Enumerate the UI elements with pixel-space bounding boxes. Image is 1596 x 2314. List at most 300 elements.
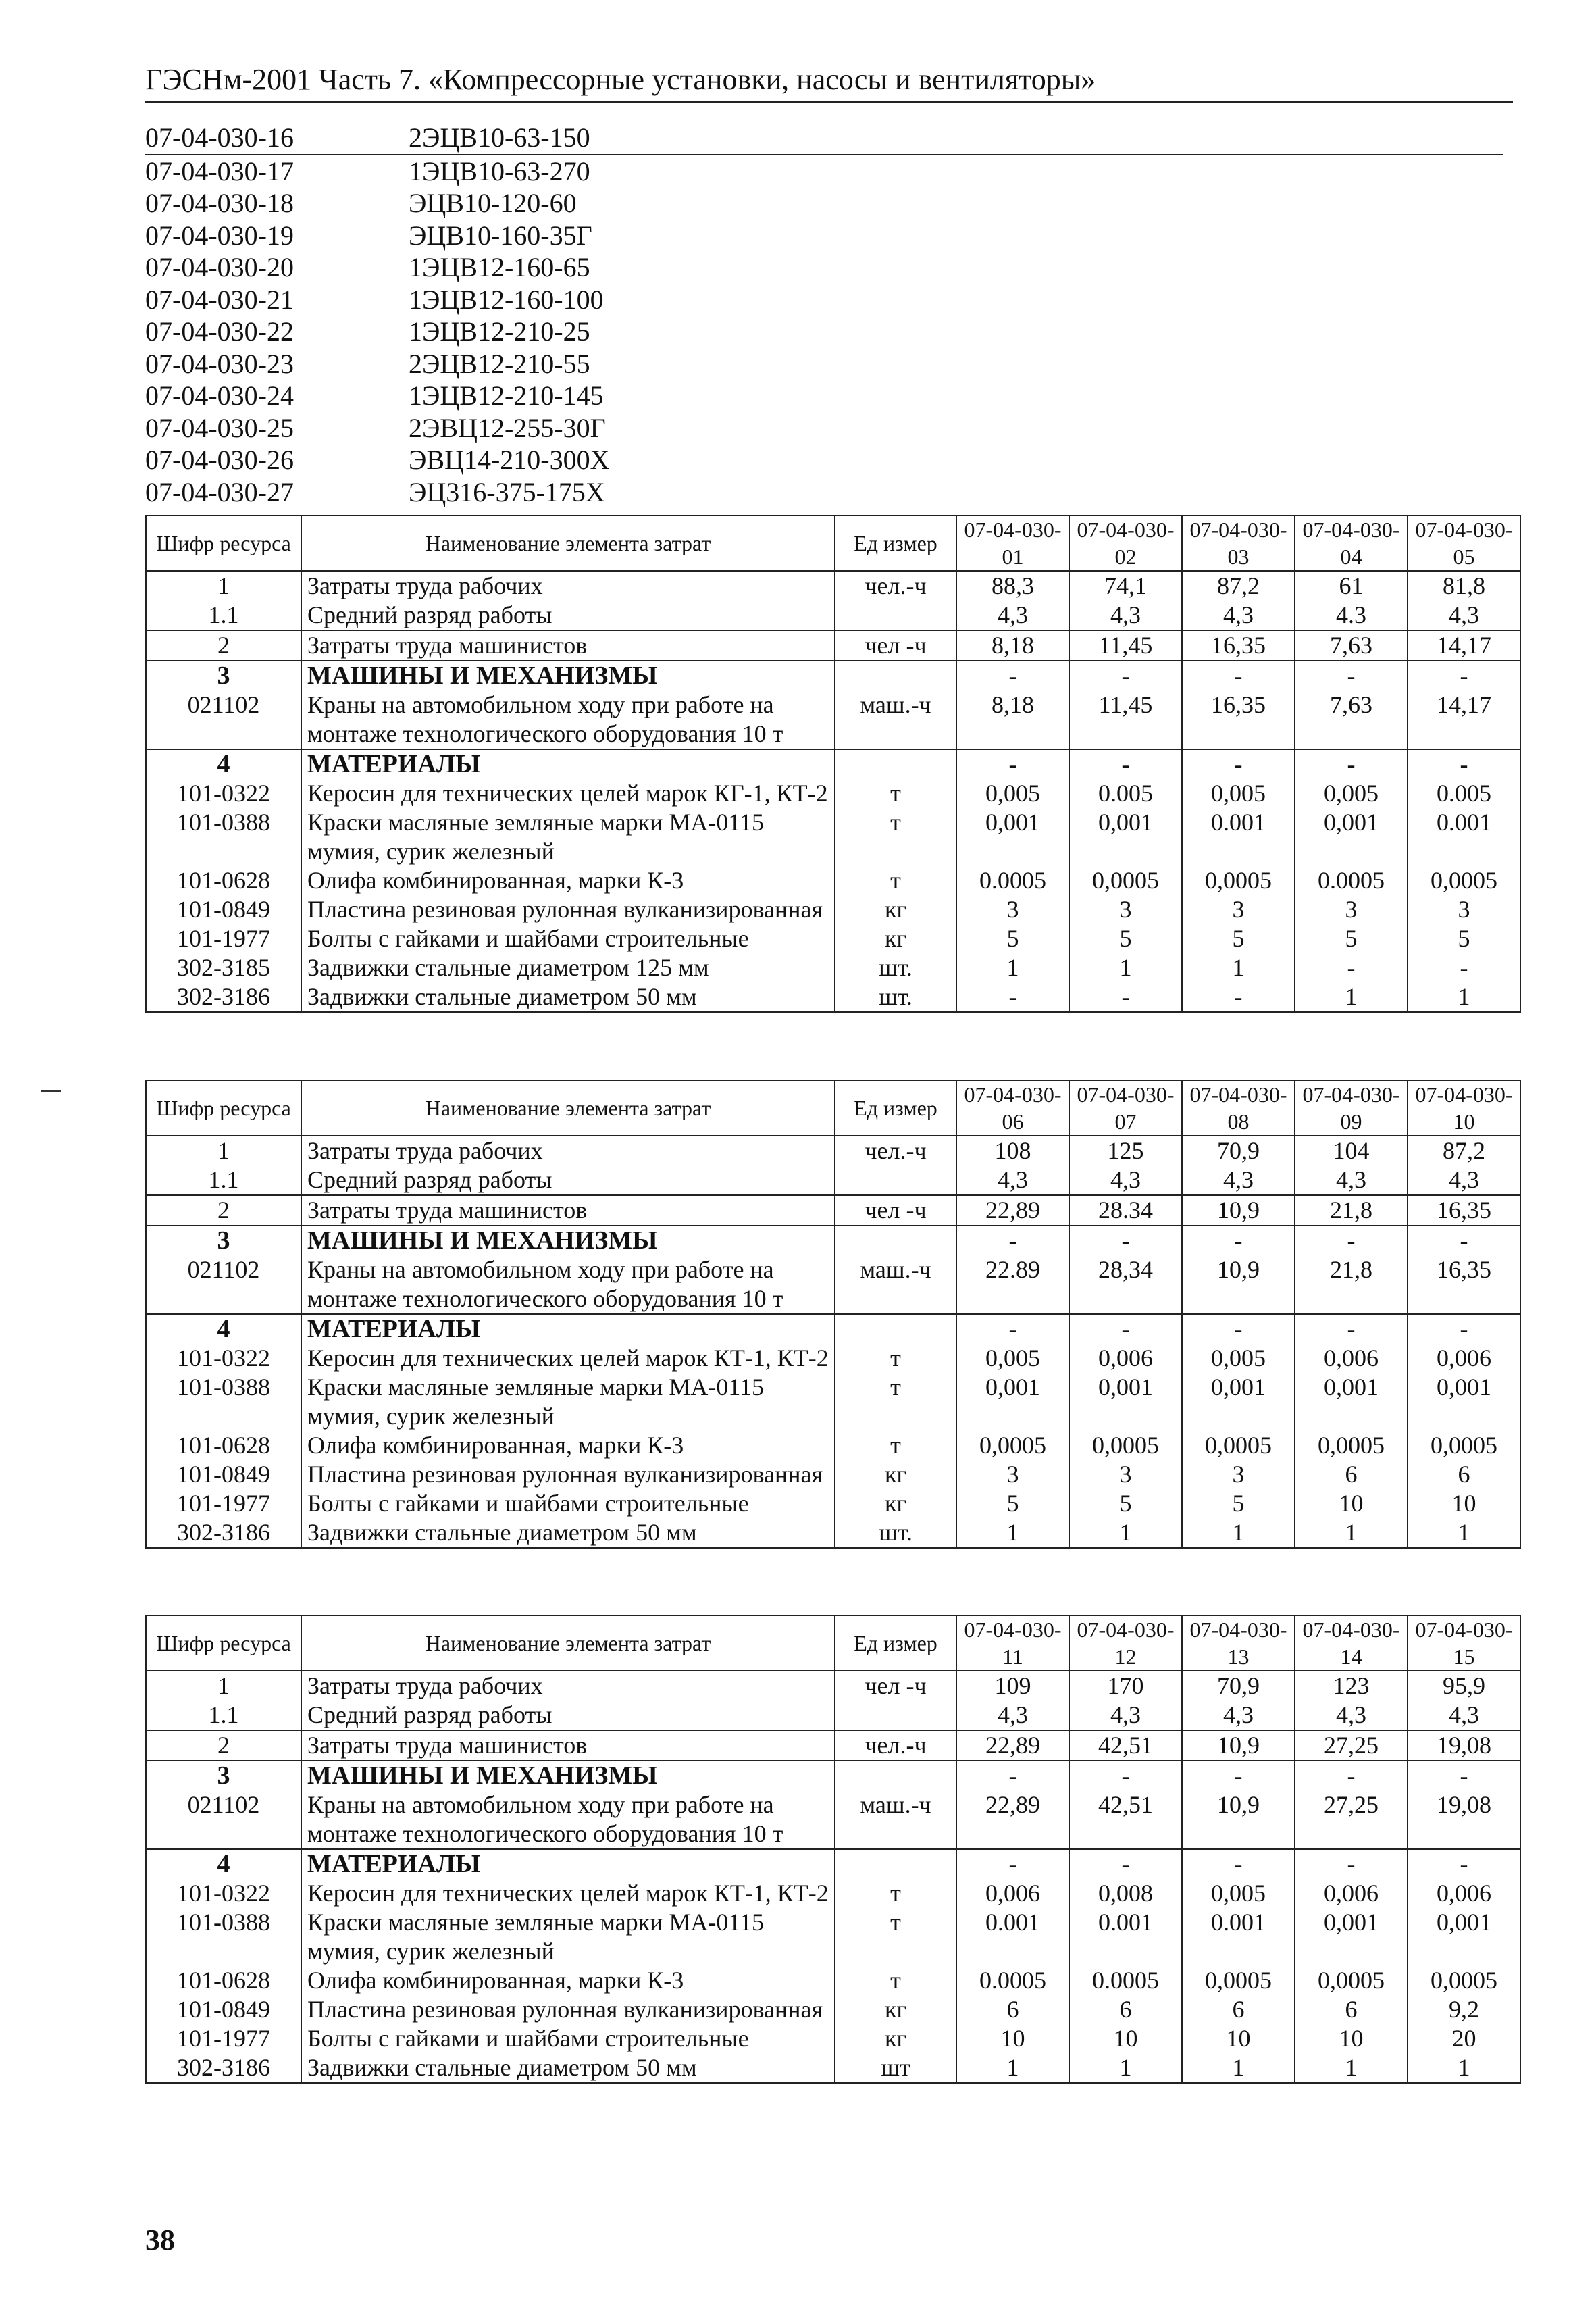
row-name: Задвижки стальные диаметром 50 мм <box>301 982 835 1012</box>
row-value: 4,3 <box>956 1165 1069 1195</box>
header-name: Наименование элемента затрат <box>301 1615 835 1671</box>
row-value: - <box>1295 1314 1408 1344</box>
row-value: - <box>1408 1761 1520 1790</box>
row-value: 42,51 <box>1069 1790 1182 1849</box>
row-value: 9,2 <box>1408 1995 1520 2024</box>
row-value: 1 <box>1295 982 1408 1012</box>
index-model: ЭЦВ10-160-35Г <box>409 220 592 251</box>
row-name: Олифа комбинированная, марки К-3 <box>301 1966 835 1995</box>
row-unit: кг <box>835 895 956 924</box>
row-value: 1 <box>1295 1518 1408 1548</box>
row-value: 5 <box>1295 924 1408 953</box>
index-code: 07-04-030-26 <box>145 445 294 475</box>
index-model: ЭЦВ10-120-60 <box>409 188 577 218</box>
row-value: 8,18 <box>956 690 1069 749</box>
row-unit: т <box>835 779 956 808</box>
row-code: 101-1977 <box>146 1489 301 1518</box>
row-value: 0,0005 <box>1295 1431 1408 1460</box>
index-code: 07-04-030-25 <box>145 412 294 443</box>
row-value: 4,3 <box>1069 601 1182 630</box>
row-value: 22.89 <box>956 1255 1069 1314</box>
index-code: 07-04-030-19 <box>145 220 294 251</box>
row-unit <box>835 1849 956 1879</box>
row-value: 0.0005 <box>956 1966 1069 1995</box>
row-code: 021102 <box>146 690 301 749</box>
row-name: Краны на автомобильном ходу при работе на монтаже технологического оборудования 10 т <box>301 1790 835 1849</box>
row-value: 5 <box>956 1489 1069 1518</box>
row-value: - <box>1182 1849 1295 1879</box>
table-row <box>146 1255 1520 1314</box>
row-unit: т <box>835 866 956 895</box>
row-value: 0,001 <box>1408 1373 1520 1431</box>
row-value: 0.005 <box>1069 779 1182 808</box>
row-code: 1.1 <box>146 601 301 630</box>
row-code: 1 <box>146 571 301 601</box>
table-row <box>146 982 1520 1012</box>
row-value: 14,17 <box>1408 690 1520 749</box>
row-unit: шт <box>835 2053 956 2083</box>
row-value: 20 <box>1408 2024 1520 2053</box>
header-name: Наименование элемента затрат <box>301 515 835 571</box>
row-value: 3 <box>1069 1460 1182 1489</box>
row-value: - <box>1408 1226 1520 1255</box>
table-row <box>146 779 1520 808</box>
row-value: 10 <box>956 2024 1069 2053</box>
row-value: - <box>1069 1761 1182 1790</box>
row-value: 10,9 <box>1182 1730 1295 1761</box>
row-value: - <box>956 982 1069 1012</box>
row-value: 0,006 <box>956 1879 1069 1908</box>
table-row <box>146 1966 1520 1995</box>
row-unit: шт. <box>835 982 956 1012</box>
row-value: 16,35 <box>1182 630 1295 661</box>
row-code: 101-1977 <box>146 924 301 953</box>
row-value: - <box>1408 953 1520 982</box>
table-row <box>146 866 1520 895</box>
code-model-index <box>145 122 1503 508</box>
row-name: Краны на автомобильном ходу при работе на монтаже технологического оборудования 10 т <box>301 1255 835 1314</box>
row-unit: кг <box>835 1489 956 1518</box>
row-unit: т <box>835 1879 956 1908</box>
row-value: - <box>956 1226 1069 1255</box>
index-model: 1ЭЦВ12-160-100 <box>409 284 604 315</box>
row-unit <box>835 1761 956 1790</box>
table-row <box>146 1761 1520 1790</box>
row-name: Задвижки стальные диаметром 125 мм <box>301 953 835 982</box>
table-row <box>146 749 1520 779</box>
table-row <box>146 1136 1520 1165</box>
row-value: 4,3 <box>1069 1165 1182 1195</box>
row-value: - <box>1408 1314 1520 1344</box>
row-code: 302-3186 <box>146 982 301 1012</box>
row-name: Краски масляные земляные марки МА-0115 мумия, сурик железный <box>301 1373 835 1431</box>
row-value: 0,001 <box>1408 1908 1520 1966</box>
row-value: 22,89 <box>956 1730 1069 1761</box>
row-value: 0,008 <box>1069 1879 1182 1908</box>
row-value: 0,0005 <box>1408 866 1520 895</box>
header-norm-code: 07-04-030-15 <box>1408 1615 1520 1671</box>
row-value: - <box>956 661 1069 690</box>
row-value: 0.001 <box>1182 1908 1295 1966</box>
row-value: 123 <box>1295 1671 1408 1701</box>
row-code: 1 <box>146 1136 301 1165</box>
row-value: 16,35 <box>1182 690 1295 749</box>
row-name: МАТЕРИАЛЫ <box>301 1314 835 1344</box>
row-code: 101-0628 <box>146 866 301 895</box>
row-value: 10,9 <box>1182 1255 1295 1314</box>
table-row <box>146 1460 1520 1489</box>
row-value: 3 <box>1295 895 1408 924</box>
row-unit: маш.-ч <box>835 1790 956 1849</box>
index-code: 07-04-030-18 <box>145 188 294 218</box>
row-unit: кг <box>835 2024 956 2053</box>
row-value: 3 <box>1069 895 1182 924</box>
row-value: 0,005 <box>956 1344 1069 1373</box>
row-value: 4,3 <box>1408 601 1520 630</box>
index-model: 1ЭЦВ12-160-65 <box>409 252 590 282</box>
row-value: 1 <box>1182 2053 1295 2083</box>
row-code: 1.1 <box>146 1701 301 1730</box>
row-value: 1 <box>1295 2053 1408 2083</box>
row-unit: чел.-ч <box>835 571 956 601</box>
row-name: МАТЕРИАЛЫ <box>301 749 835 779</box>
row-value: 0.005 <box>1408 779 1520 808</box>
row-value: 0.001 <box>1408 808 1520 866</box>
row-value: 16,35 <box>1408 1255 1520 1314</box>
row-value: 0,005 <box>1295 779 1408 808</box>
row-unit <box>835 1165 956 1195</box>
table-row <box>146 895 1520 924</box>
row-value: 81,8 <box>1408 571 1520 601</box>
row-value: 16,35 <box>1408 1195 1520 1226</box>
index-model: 1ЭЦВ12-210-145 <box>409 380 604 411</box>
row-value: - <box>1295 661 1408 690</box>
index-code: 07-04-030-24 <box>145 380 294 411</box>
row-unit: т <box>835 1966 956 1995</box>
table-row <box>146 690 1520 749</box>
row-value: 4,3 <box>956 601 1069 630</box>
index-code: 07-04-030-23 <box>145 348 294 379</box>
row-value: 10,9 <box>1182 1790 1295 1849</box>
row-value: 4,3 <box>1182 1165 1295 1195</box>
index-row <box>145 251 1503 284</box>
row-name: Болты с гайками и шайбами строительные <box>301 1489 835 1518</box>
row-code: 101-0388 <box>146 1908 301 1966</box>
row-value: 4,3 <box>956 1701 1069 1730</box>
row-value: 61 <box>1295 571 1408 601</box>
row-name: Затраты труда машинистов <box>301 1195 835 1226</box>
row-value: - <box>1295 953 1408 982</box>
row-code: 2 <box>146 630 301 661</box>
row-value: 42,51 <box>1069 1730 1182 1761</box>
row-value: 109 <box>956 1671 1069 1701</box>
page-number: 38 <box>145 2223 175 2257</box>
header-norm-code: 07-04-030-01 <box>956 515 1069 571</box>
row-unit: кг <box>835 1995 956 2024</box>
row-unit <box>835 1701 956 1730</box>
table-row <box>146 1995 1520 2024</box>
row-value: 1 <box>956 2053 1069 2083</box>
index-code: 07-04-030-17 <box>145 155 294 186</box>
row-value: 6 <box>1295 1460 1408 1489</box>
row-value: - <box>1408 1849 1520 1879</box>
row-value: 1 <box>1182 953 1295 982</box>
row-unit: чел.-ч <box>835 1730 956 1761</box>
row-value: 1 <box>1408 1518 1520 1548</box>
table-row <box>146 953 1520 982</box>
row-name: Затраты труда машинистов <box>301 630 835 661</box>
index-model: 2ЭЦВ12-210-55 <box>409 348 590 379</box>
header-code: Шифр ресурса <box>146 515 301 571</box>
row-value: 0,005 <box>1182 1344 1295 1373</box>
row-value: - <box>1069 1314 1182 1344</box>
index-row <box>145 284 1503 316</box>
row-value: 1 <box>1069 953 1182 982</box>
row-value: 1 <box>956 953 1069 982</box>
row-value: 0,006 <box>1295 1879 1408 1908</box>
row-value: 7,63 <box>1295 630 1408 661</box>
row-value: 21,8 <box>1295 1195 1408 1226</box>
row-unit <box>835 1314 956 1344</box>
row-value: 104 <box>1295 1136 1408 1165</box>
table-row <box>146 1314 1520 1344</box>
row-code: 101-0849 <box>146 1995 301 2024</box>
row-code: 101-0388 <box>146 808 301 866</box>
row-value: - <box>1182 982 1295 1012</box>
row-code: 3 <box>146 1226 301 1255</box>
index-model: ЭЦ316-375-175Х <box>409 476 605 507</box>
table-header-row <box>146 1615 1520 1671</box>
row-code: 2 <box>146 1730 301 1761</box>
cost-table-11-15 <box>145 1615 1521 2084</box>
row-value: 22,89 <box>956 1790 1069 1849</box>
index-model: ЭВЦ14-210-300Х <box>409 445 610 475</box>
row-value: - <box>1182 749 1295 779</box>
row-name: Краски масляные земляные марки МА-0115 мумия, сурик железный <box>301 808 835 866</box>
row-value: 0,001 <box>956 1373 1069 1431</box>
table-row <box>146 2024 1520 2053</box>
row-value: 4,3 <box>1295 1165 1408 1195</box>
row-value: 0,006 <box>1295 1344 1408 1373</box>
header-code: Шифр ресурса <box>146 1615 301 1671</box>
header-norm-code: 07-04-030-14 <box>1295 1615 1408 1671</box>
row-value: 0,005 <box>1182 779 1295 808</box>
index-row <box>145 348 1503 380</box>
row-value: 28,34 <box>1069 1255 1182 1314</box>
row-value: 0,0005 <box>1069 1431 1182 1460</box>
row-unit: кг <box>835 1460 956 1489</box>
row-value: 5 <box>1069 924 1182 953</box>
row-name: Пластина резиновая рулонная вулканизированная <box>301 1460 835 1489</box>
row-value: 0,006 <box>1069 1344 1182 1373</box>
row-value: 3 <box>956 895 1069 924</box>
margin-mark <box>41 1090 61 1092</box>
index-row <box>145 444 1503 476</box>
table-row <box>146 1344 1520 1373</box>
row-name: Затраты труда машинистов <box>301 1730 835 1761</box>
row-value: 5 <box>1182 1489 1295 1518</box>
row-value: - <box>956 1314 1069 1344</box>
table-row <box>146 2053 1520 2083</box>
row-value: 19,08 <box>1408 1730 1520 1761</box>
header-norm-code: 07-04-030-06 <box>956 1080 1069 1136</box>
row-name: Болты с гайками и шайбами строительные <box>301 924 835 953</box>
row-code: 1 <box>146 1671 301 1701</box>
row-code: 021102 <box>146 1255 301 1314</box>
row-name: Болты с гайками и шайбами строительные <box>301 2024 835 2053</box>
row-value: 0,0005 <box>1295 1966 1408 1995</box>
page-header: ГЭСНм-2001 Часть 7. «Компрессорные установки, насосы и вентиляторы» <box>145 62 1513 103</box>
row-value: 125 <box>1069 1136 1182 1165</box>
row-unit <box>835 1226 956 1255</box>
cost-table-01-05 <box>145 515 1521 1013</box>
row-value: - <box>1295 749 1408 779</box>
table-row <box>146 1165 1520 1195</box>
index-row <box>145 155 1503 188</box>
header-norm-code: 07-04-030-08 <box>1182 1080 1295 1136</box>
row-value: 0,0005 <box>956 1431 1069 1460</box>
row-value: 0.0005 <box>1069 1966 1182 1995</box>
row-value: 3 <box>956 1460 1069 1489</box>
header-norm-code: 07-04-030-12 <box>1069 1615 1182 1671</box>
row-value: 0,0005 <box>1182 866 1295 895</box>
row-value: 4,3 <box>1408 1701 1520 1730</box>
row-value: 0.001 <box>1069 1908 1182 1966</box>
row-value: 108 <box>956 1136 1069 1165</box>
row-value: 0,001 <box>1295 1908 1408 1966</box>
table-row <box>146 601 1520 630</box>
table-row <box>146 1879 1520 1908</box>
row-value: 10 <box>1295 2024 1408 2053</box>
row-value: 0.001 <box>1182 808 1295 866</box>
index-code: 07-04-030-21 <box>145 284 294 315</box>
row-value: 1 <box>1408 2053 1520 2083</box>
row-value: 0,005 <box>956 779 1069 808</box>
table-row <box>146 661 1520 690</box>
row-value: 4,3 <box>1408 1165 1520 1195</box>
row-value: 0,0005 <box>1182 1431 1295 1460</box>
row-name: Краски масляные земляные марки МА-0115 мумия, сурик железный <box>301 1908 835 1966</box>
row-unit: шт. <box>835 1518 956 1548</box>
table-row <box>146 1790 1520 1849</box>
row-value: - <box>1408 661 1520 690</box>
row-value: - <box>1182 1226 1295 1255</box>
row-unit: чел -ч <box>835 1671 956 1701</box>
row-name: МАТЕРИАЛЫ <box>301 1849 835 1879</box>
header-norm-code: 07-04-030-02 <box>1069 515 1182 571</box>
index-code: 07-04-030-16 <box>145 122 294 153</box>
row-code: 3 <box>146 661 301 690</box>
row-code: 101-0322 <box>146 779 301 808</box>
row-value: 22,89 <box>956 1195 1069 1226</box>
row-unit: т <box>835 1908 956 1966</box>
row-name: Керосин для технических целей марок КТ-1, КТ-2 <box>301 1879 835 1908</box>
row-value: 0,006 <box>1408 1879 1520 1908</box>
row-value: 70,9 <box>1182 1136 1295 1165</box>
row-value: 27,25 <box>1295 1790 1408 1849</box>
row-name: Средний разряд работы <box>301 1165 835 1195</box>
row-name: Пластина резиновая рулонная вулканизированная <box>301 895 835 924</box>
row-value: 1 <box>1408 982 1520 1012</box>
row-value: - <box>1069 1226 1182 1255</box>
index-code: 07-04-030-27 <box>145 476 294 507</box>
index-model: 2ЭВЦ12-255-30Г <box>409 412 606 443</box>
row-value: 0,006 <box>1408 1344 1520 1373</box>
index-row <box>145 187 1503 220</box>
row-value: 5 <box>956 924 1069 953</box>
table-row <box>146 1671 1520 1701</box>
row-value: 87,2 <box>1408 1136 1520 1165</box>
row-value: 28.34 <box>1069 1195 1182 1226</box>
row-value: 27,25 <box>1295 1730 1408 1761</box>
row-value: 3 <box>1182 895 1295 924</box>
row-code: 021102 <box>146 1790 301 1849</box>
header-norm-code: 07-04-030-10 <box>1408 1080 1520 1136</box>
row-unit <box>835 661 956 690</box>
row-value: 8,18 <box>956 630 1069 661</box>
table-row <box>146 924 1520 953</box>
row-value: 0,001 <box>1069 1373 1182 1431</box>
row-code: 101-0322 <box>146 1879 301 1908</box>
row-value: 0.0005 <box>956 866 1069 895</box>
row-value: 10,9 <box>1182 1195 1295 1226</box>
row-code: 101-0628 <box>146 1431 301 1460</box>
row-code: 1.1 <box>146 1165 301 1195</box>
header-norm-code: 07-04-030-11 <box>956 1615 1069 1671</box>
header-unit: Ед измер <box>835 1080 956 1136</box>
index-model: 1ЭЦВ10-63-270 <box>409 155 590 186</box>
row-unit <box>835 601 956 630</box>
header-unit: Ед измер <box>835 515 956 571</box>
row-value: 0,005 <box>1182 1879 1295 1908</box>
row-value: 11,45 <box>1069 630 1182 661</box>
row-unit: т <box>835 1431 956 1460</box>
row-name: Затраты труда рабочих <box>301 1671 835 1701</box>
row-value: 7,63 <box>1295 690 1408 749</box>
table-row <box>146 808 1520 866</box>
row-value: 6 <box>956 1995 1069 2024</box>
row-value: - <box>1295 1226 1408 1255</box>
row-name: Пластина резиновая рулонная вулканизированная <box>301 1995 835 2024</box>
row-value: 10 <box>1182 2024 1295 2053</box>
row-value: - <box>1069 661 1182 690</box>
header-name: Наименование элемента затрат <box>301 1080 835 1136</box>
row-value: 5 <box>1069 1489 1182 1518</box>
row-value: - <box>1408 749 1520 779</box>
row-value: 70,9 <box>1182 1671 1295 1701</box>
row-value: 19,08 <box>1408 1790 1520 1849</box>
header-norm-code: 07-04-030-13 <box>1182 1615 1295 1671</box>
row-unit: т <box>835 1373 956 1431</box>
row-code: 101-0322 <box>146 1344 301 1373</box>
row-name: МАШИНЫ И МЕХАНИЗМЫ <box>301 661 835 690</box>
table-header-row <box>146 1080 1520 1136</box>
row-name: Средний разряд работы <box>301 601 835 630</box>
table-row <box>146 1489 1520 1518</box>
table-row <box>146 1226 1520 1255</box>
row-value: 5 <box>1408 924 1520 953</box>
row-code: 302-3186 <box>146 1518 301 1548</box>
row-name: МАШИНЫ И МЕХАНИЗМЫ <box>301 1761 835 1790</box>
row-value: - <box>956 1849 1069 1879</box>
row-value: 88,3 <box>956 571 1069 601</box>
header-norm-code: 07-04-030-09 <box>1295 1080 1408 1136</box>
row-code: 101-0388 <box>146 1373 301 1431</box>
row-unit: чел.-ч <box>835 1136 956 1165</box>
cost-table-06-10 <box>145 1080 1521 1549</box>
header-norm-code: 07-04-030-04 <box>1295 515 1408 571</box>
index-model: 2ЭЦВ10-63-150 <box>409 122 590 153</box>
